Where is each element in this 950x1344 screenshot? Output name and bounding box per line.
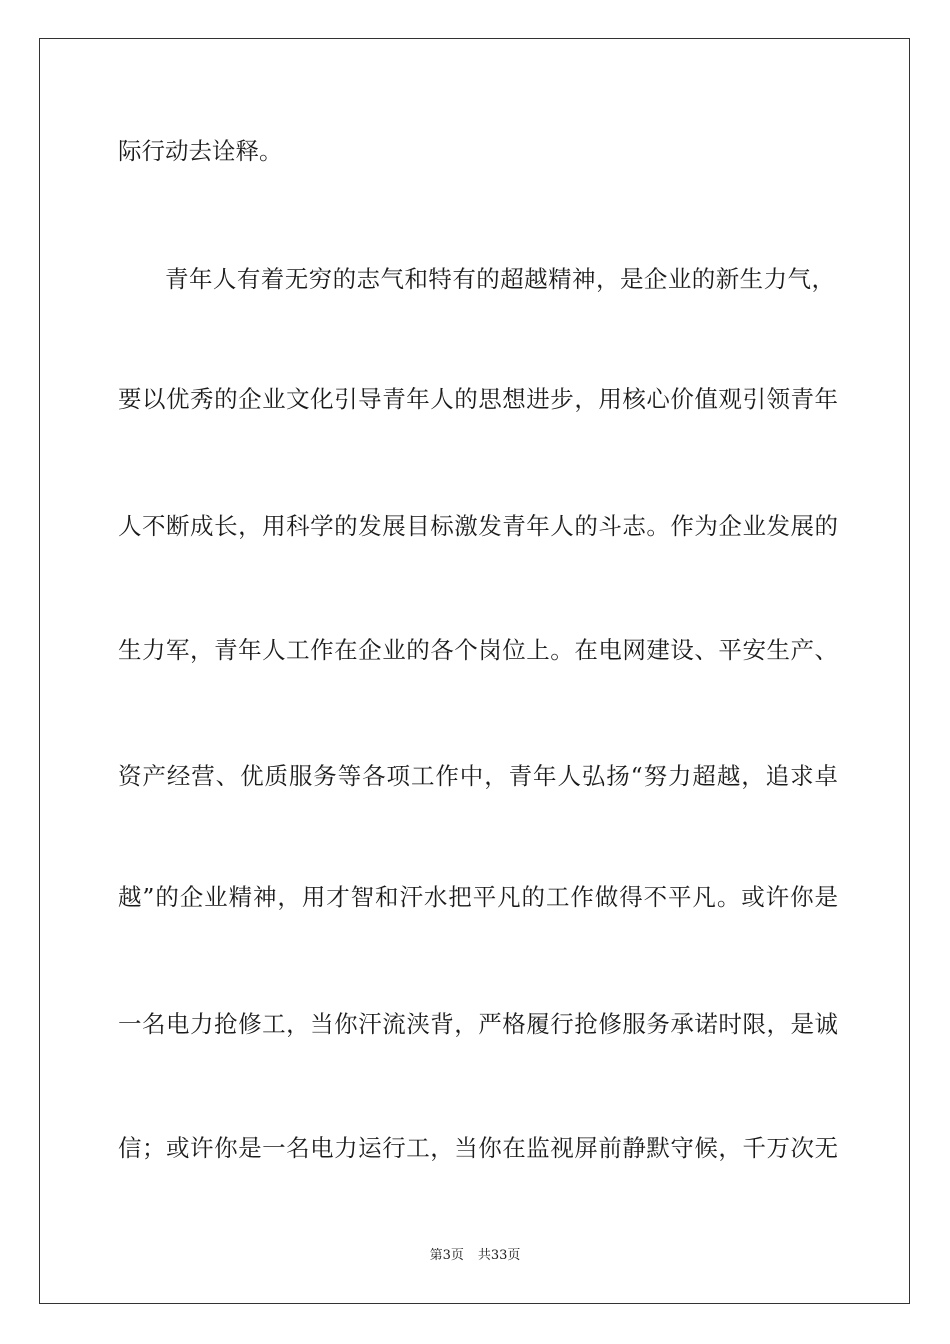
paragraph-line: 信；或许你是一名电力运行工，当你在监视屏前静默守候，千万次无 (118, 1134, 838, 1162)
page-border (39, 38, 910, 1304)
paragraph-line: 生力军，青年人工作在企业的各个岗位上。在电网建设、平安生产、 (118, 636, 838, 664)
paragraph-line: 人不断成长，用科学的发展目标激发青年人的斗志。作为企业发展的 (118, 512, 838, 540)
paragraph-line: 际行动去诠释。 (118, 137, 283, 165)
page-footer (0, 1248, 950, 1264)
paragraph-line: 资产经营、优质服务等各项工作中，青年人弘扬“努力超越，追求卓 (118, 762, 838, 790)
paragraph-line: 越”的企业精神，用才智和汗水把平凡的工作做得不平凡。或许你是 (118, 883, 838, 911)
page-number: 第3页 (429, 1248, 464, 1263)
paragraph-line: 青年人有着无穷的志气和特有的超越精神，是企业的新生力气， (165, 265, 835, 293)
page-total: 共33页 (477, 1248, 521, 1263)
paragraph-line: 一名电力抢修工，当你汗流浃背，严格履行抢修服务承诺时限，是诚 (118, 1010, 838, 1038)
paragraph-line: 要以优秀的企业文化引导青年人的思想进步，用核心价值观引领青年 (118, 385, 838, 413)
